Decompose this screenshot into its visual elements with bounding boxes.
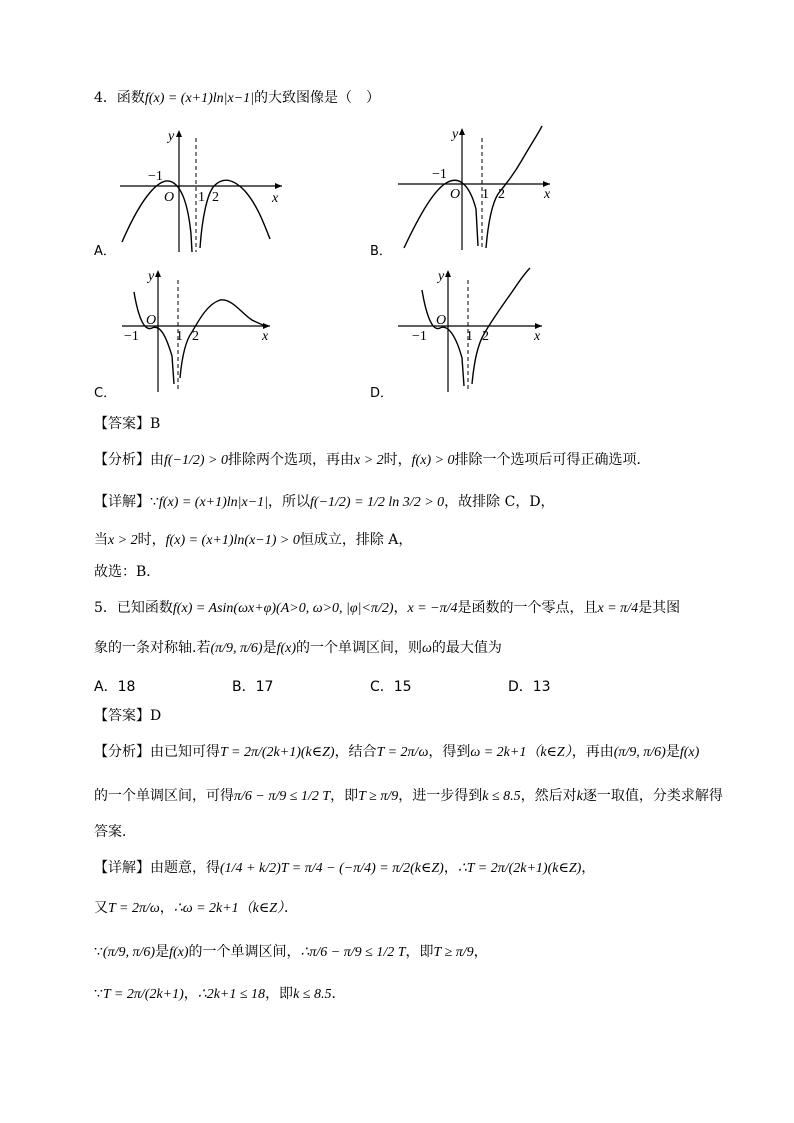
choice-d: D．13 (508, 679, 551, 695)
tick-1: 1 (482, 187, 489, 202)
text: 是其图 (638, 600, 681, 616)
text: ∵ (94, 986, 103, 1002)
text: ． (284, 900, 299, 916)
text: 逐一取值，分类求解得 (582, 788, 723, 804)
y-label: y (168, 129, 175, 144)
math: ∴ω = 2k+1（k∈Z） (173, 901, 285, 916)
analysis-tag: 【分析】 (94, 452, 150, 468)
curve-left (122, 181, 192, 252)
text: ∵ (150, 494, 159, 510)
math: ∴π/6 − π/9 ≤ 1/2 T (300, 945, 406, 960)
math: f(x) (276, 641, 297, 656)
text: ，得到 (428, 744, 471, 760)
text: ，故排除 C，D， (444, 494, 555, 510)
tick-neg1: −1 (432, 167, 447, 182)
answer-value: D (150, 708, 162, 724)
q5-analysis-line-2 (94, 786, 723, 807)
x-label: x (534, 329, 541, 344)
text: ，即 (405, 944, 434, 960)
graph-option-c (116, 266, 286, 396)
text: ，所以 (268, 494, 311, 510)
x-label: x (262, 329, 269, 344)
text: 时， (383, 452, 412, 468)
math: f(x) (169, 945, 189, 960)
math: T ≥ π/9 (358, 789, 399, 804)
math: x = π/4 (597, 601, 639, 616)
text: 5．已知函数 (94, 600, 173, 616)
text: 排除一个选项后可得正确选项． (454, 452, 651, 468)
math: f(x) > 0 (411, 453, 455, 468)
option-b-label: B． (370, 244, 392, 259)
text: ， (393, 600, 408, 616)
q4-analysis (94, 450, 651, 471)
choice-b: B．17 (232, 679, 274, 695)
math: T = 2π/ω (376, 745, 429, 760)
tick-neg1: −1 (124, 329, 139, 344)
math: k ≤ 8.5 (482, 789, 521, 804)
text: 是函数的一个零点，且 (457, 600, 598, 616)
math: f(−1/2) > 0 (164, 453, 228, 468)
math: k (576, 789, 583, 804)
text: ． (331, 986, 346, 1002)
text: 又 (94, 900, 108, 916)
q5-detail-line-3 (94, 942, 488, 963)
text: ，即 (330, 788, 359, 804)
text: 是 (155, 944, 170, 960)
option-d-label: D． (370, 386, 394, 401)
math: f(x) = (x+1)ln|x−1| (158, 495, 269, 510)
math: T = 2π/ω (108, 901, 160, 916)
math: f(−1/2) = 1/2 ln 3/2 > 0 (310, 495, 445, 510)
choice-c: C．15 (370, 679, 412, 695)
math: (π/9, π/6) (102, 945, 156, 960)
tick-2: 2 (498, 187, 505, 202)
text: 是 (665, 744, 680, 760)
q5-answer (94, 706, 161, 726)
curve-left (134, 292, 174, 384)
math: (π/9, π/6) (613, 745, 666, 760)
q5-detail-line-1 (94, 858, 595, 879)
q5-detail-line-4 (94, 984, 345, 1005)
answer-tag: 【答案】 (94, 708, 150, 724)
y-axis-arrow-icon (155, 270, 161, 277)
graph-option-b (390, 124, 560, 254)
q4-stem-suffix: 的大致图像是（ ） (254, 90, 381, 106)
tick-2: 2 (192, 329, 199, 344)
text: 由 (150, 452, 164, 468)
text: 故选：B． (94, 564, 161, 580)
text: 的最大值为 (431, 640, 502, 656)
curve-right (486, 126, 542, 248)
answer-tag: 【答案】 (94, 416, 150, 432)
math: k ≤ 8.5 (293, 987, 332, 1002)
math: T = 2π/(2k+1) (102, 987, 184, 1002)
y-label: y (148, 269, 155, 284)
text: 由已知可得 (150, 744, 220, 760)
curve-right (200, 180, 270, 248)
q5-analysis-line-3 (94, 822, 136, 842)
origin-label: O (146, 313, 157, 328)
graph-option-d (392, 266, 552, 396)
q5-choices (94, 676, 614, 696)
text: ，即 (265, 986, 294, 1002)
analysis-tag: 【分析】 (94, 744, 150, 760)
tick-2: 2 (212, 190, 219, 205)
q5-stem-line-1 (94, 598, 680, 619)
text: 恒成立，排除 A， (299, 532, 413, 548)
text: ，结合 (334, 744, 377, 760)
text: ，进一步得到 (398, 788, 483, 804)
answer-value: B (150, 416, 161, 432)
text: 是 (262, 640, 277, 656)
math: (1/4 + k/2)T = π/4 − (−π/4) = π/2(k∈Z) (220, 861, 444, 876)
math: ω = 2k+1（k∈Z） (470, 745, 572, 760)
option-a-label: A． (94, 244, 116, 259)
math: T = 2π/(2k+1)(k∈Z) (220, 745, 335, 760)
q4-stem (94, 88, 380, 109)
text: 排除两个选项，再由 (228, 452, 354, 468)
text: ， (581, 860, 596, 876)
text: 由题意，得 (150, 860, 220, 876)
math: f(x) = Asin(ωx+φ)(A>0, ω>0, |φ|<π/2) (172, 601, 394, 616)
text: ， (443, 860, 458, 876)
math: x > 2 (354, 453, 384, 468)
graph-option-a (112, 124, 292, 254)
tick-neg1: −1 (412, 329, 427, 344)
text: ， (473, 944, 488, 960)
q4-detail-line-2 (94, 530, 412, 551)
y-label: y (438, 269, 445, 284)
text: ∵ (94, 944, 103, 960)
text: ，然后对 (520, 788, 577, 804)
tick-1: 1 (198, 190, 205, 205)
math: ∴T = 2π/(2k+1)(k∈Z) (457, 861, 582, 876)
text: 的一个单调区间，则 (296, 640, 423, 656)
math: f(x) = (x+1)ln(x−1) > 0 (165, 533, 300, 548)
origin-label: O (164, 190, 175, 205)
text: ， (159, 900, 174, 916)
q5-detail-line-2 (94, 898, 298, 919)
y-axis-arrow-icon (445, 270, 451, 277)
option-c-label: C． (94, 386, 117, 401)
detail-tag: 【详解】 (94, 494, 150, 510)
q5-stem-line-2 (94, 638, 502, 659)
text: 时， (137, 532, 166, 548)
math: T ≥ π/9 (433, 945, 474, 960)
tick-2: 2 (482, 329, 489, 344)
detail-tag: 【详解】 (94, 860, 150, 876)
text: 答案． (94, 824, 136, 840)
q5-analysis-line-1 (94, 742, 699, 763)
math: π/6 − π/9 ≤ 1/2 T (234, 789, 331, 804)
curve-left (404, 180, 478, 248)
text: ， (183, 986, 198, 1002)
math: x = −π/4 (407, 601, 458, 616)
tick-neg1: −1 (148, 169, 163, 184)
curve-left (422, 290, 464, 386)
y-axis-arrow-icon (176, 130, 182, 137)
math: ω (422, 641, 432, 656)
y-label: y (452, 127, 459, 142)
text: 的一个单调区间，可得 (94, 788, 234, 804)
choice-a: A．18 (94, 679, 136, 695)
text: 的一个单调区间， (188, 944, 301, 960)
text: 当 (94, 532, 108, 548)
q4-detail-line-1 (94, 492, 555, 513)
x-label: x (272, 191, 279, 206)
math: ∴2k+1 ≤ 18 (197, 987, 266, 1002)
origin-label: O (450, 187, 461, 202)
tick-1: 1 (466, 329, 473, 344)
origin-label: O (436, 313, 447, 328)
y-axis-arrow-icon (459, 128, 465, 135)
math: f(x) (679, 745, 700, 760)
math: x > 2 (108, 533, 138, 548)
q4-detail-line-3 (94, 562, 160, 582)
text: 象的一条对称轴.若 (94, 640, 211, 656)
q4-stem-prefix: 4．函数 (94, 90, 145, 106)
tick-1: 1 (176, 329, 183, 344)
text: ，再由 (571, 744, 614, 760)
q4-stem-function: f(x) = (x+1)ln|x−1| (144, 91, 255, 106)
q4-answer (94, 414, 160, 434)
x-axis-arrow-icon (275, 183, 282, 189)
x-label: x (544, 187, 551, 202)
math: (π/9, π/6) (210, 641, 263, 656)
